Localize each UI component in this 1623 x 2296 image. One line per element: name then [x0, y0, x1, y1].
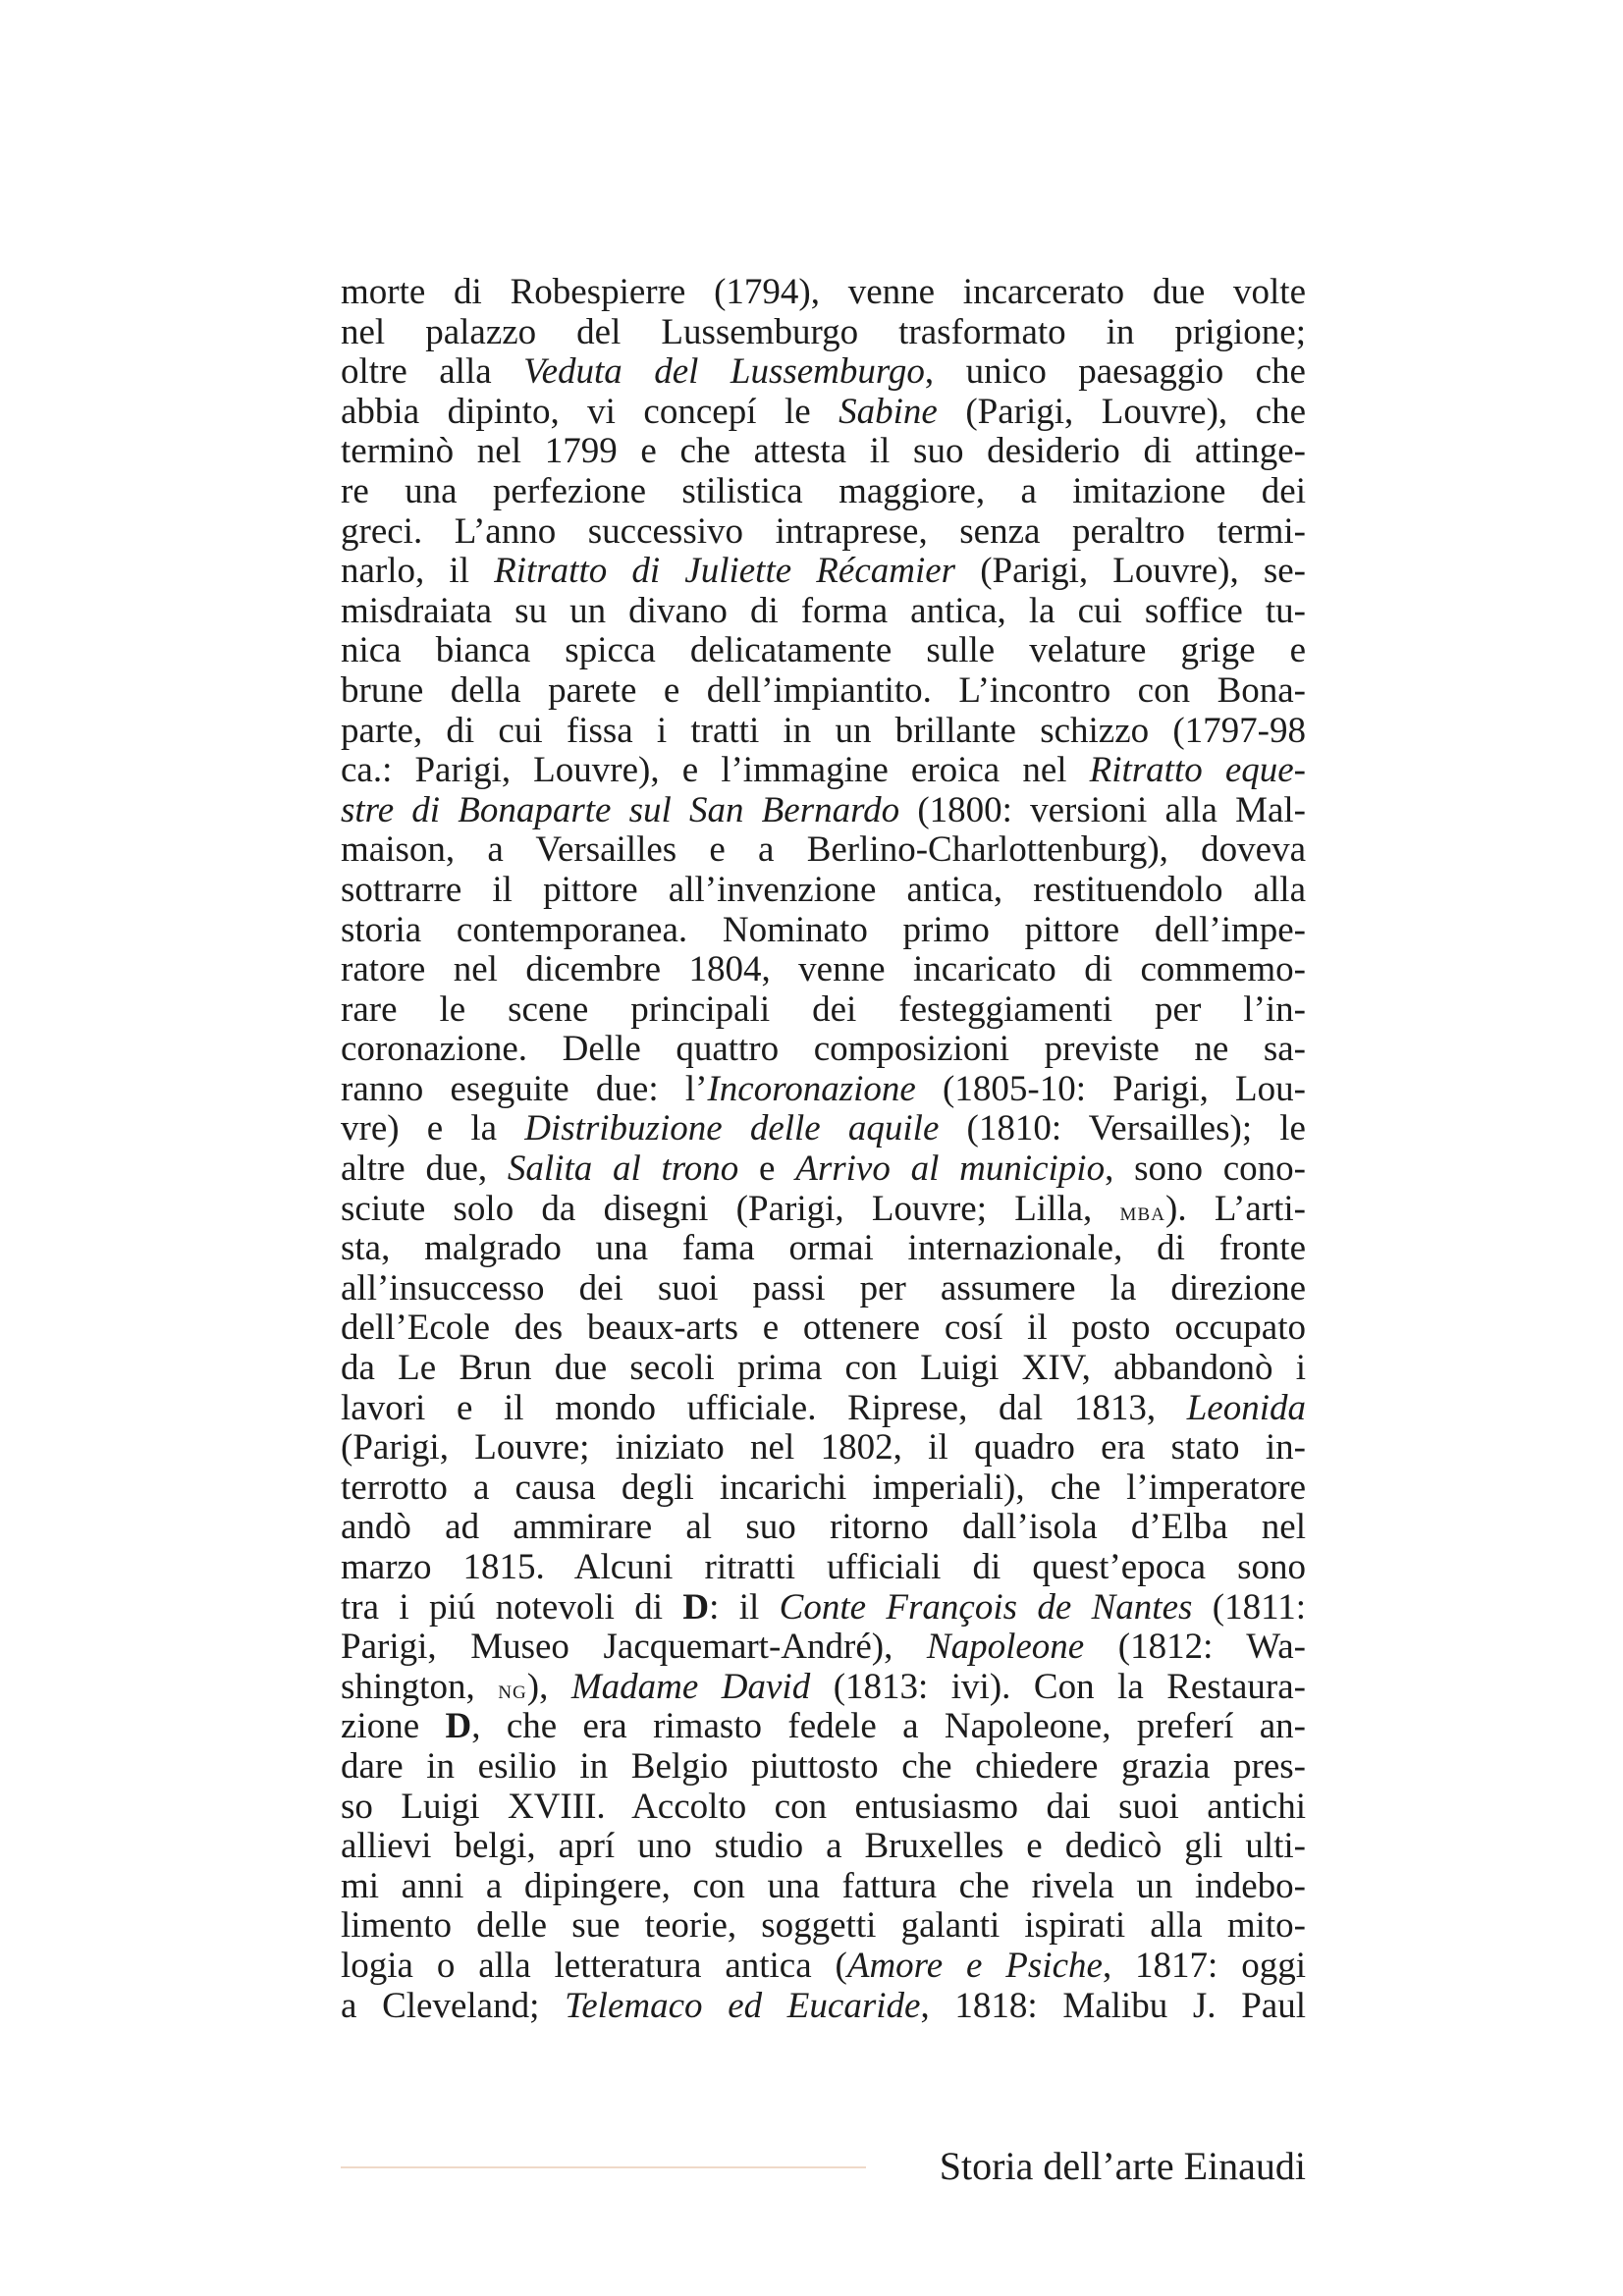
text-line — [341, 472, 1306, 512]
italic-title: Amore e Psiche — [846, 1946, 1103, 1986]
text-run: zione — [341, 1707, 446, 1747]
text-run: oltre alla — [341, 352, 524, 393]
text-line — [341, 1428, 1306, 1468]
text-run: sta, malgrado una fama ormai internazionale, di fronte — [341, 1229, 1306, 1269]
italic-title: Napoleone — [926, 1628, 1085, 1668]
text-run: Parigi, Museo Jacquemart-André), — [341, 1628, 927, 1668]
text-run: (1805-10: Parigi, Lou- — [915, 1069, 1306, 1109]
text-run: ca.: Parigi, Louvre), e l’immagine eroica nel — [341, 751, 1090, 791]
text-line — [341, 393, 1306, 433]
small-caps-abbrev: mba — [1119, 1196, 1166, 1226]
text-run: (Parigi, Louvre; iniziato nel 1802, il quadro era stato in- — [341, 1428, 1306, 1468]
text-run: marzo 1815. Alcuni ritratti ufficiali di quest’epoca sono — [341, 1548, 1306, 1587]
text-run: terrotto a causa degli incarichi imperiali), che l’imperatore — [341, 1468, 1306, 1508]
italic-title: Ritratto eque- — [1089, 751, 1306, 791]
text-run: coronazione. Delle quattro composizioni previste ne sa- — [341, 1030, 1306, 1070]
text-line — [341, 1548, 1306, 1588]
text-run: vre) e la — [341, 1109, 525, 1149]
text-run: (1810: Versailles); le — [939, 1109, 1306, 1149]
text-line — [341, 950, 1306, 990]
text-run: altre due, — [341, 1149, 508, 1190]
text-run: da Le Brun due secoli prima con Luigi XIV, abbandonò i — [341, 1349, 1306, 1389]
text-line — [341, 1588, 1306, 1629]
text-line — [341, 1109, 1306, 1149]
italic-title: Madame David — [570, 1667, 811, 1707]
text-line — [341, 1070, 1306, 1110]
text-run: parte, di cui fissa i tratti in un brillante schizzo (1797-98 — [341, 711, 1306, 751]
text-line — [341, 830, 1306, 871]
text-line — [341, 1389, 1306, 1429]
text-run: brune della parete e dell’impiantito. L’incontro con Bona- — [341, 670, 1306, 711]
text-line — [341, 1508, 1306, 1548]
text-run: lavori e il mondo ufficiale. Riprese, dal 1813, — [341, 1388, 1187, 1428]
footer-rule — [341, 2166, 866, 2168]
small-caps-abbrev: ng — [498, 1674, 527, 1704]
text-run: morte di Robespierre (1794), venne incarcerato due volte — [341, 273, 1306, 312]
text-line — [341, 1468, 1306, 1509]
text-run: e — [738, 1149, 796, 1190]
italic-title: Conte François de Nantes — [779, 1587, 1193, 1628]
text-run: (1813: ivi). Con la Restaura- — [810, 1667, 1306, 1707]
text-run: : il — [709, 1587, 780, 1628]
text-run: ), — [526, 1667, 571, 1707]
text-run: dare in esilio in Belgio piuttosto che chiedere grazia pres- — [341, 1746, 1306, 1787]
text-run: ). L’arti- — [1165, 1189, 1306, 1229]
text-run: logia o alla letteratura antica ( — [341, 1946, 847, 1986]
text-run: dell’Ecole des beaux-arts e ottenere cosí il posto occupato — [341, 1308, 1306, 1349]
text-line — [341, 712, 1306, 752]
text-line — [341, 512, 1306, 553]
text-run: , 1818: Malibu J. Paul — [920, 1986, 1306, 2026]
text-line — [341, 631, 1306, 671]
text-run: (1812: Wa- — [1084, 1628, 1306, 1668]
text-line — [341, 1149, 1306, 1190]
text-run: narlo, il — [341, 552, 495, 592]
text-line — [341, 552, 1306, 592]
text-run: (1800: versioni alla Mal- — [899, 790, 1306, 830]
text-line — [341, 671, 1306, 712]
text-run: storia contemporanea. Nominato primo pittore dell’impe- — [341, 910, 1306, 950]
italic-title: Telemaco ed Eucaride — [565, 1986, 921, 2026]
text-line — [341, 1349, 1306, 1389]
text-line — [341, 1867, 1306, 1907]
text-line — [341, 1947, 1306, 1987]
text-run: terminò nel 1799 e che attesta il suo desiderio di attinge- — [341, 432, 1306, 472]
text-run: rare le scene principali dei festeggiamenti per l’in- — [341, 989, 1306, 1030]
italic-title: Incoronazione — [707, 1069, 916, 1109]
text-line — [341, 1269, 1306, 1309]
text-run: abbia dipinto, vi concepí le — [341, 392, 839, 432]
text-run: misdraiata su un divano di forma antica, la cui soffice tu- — [341, 591, 1306, 631]
text-run: so Luigi XVIII. Accolto con entusiasmo dai suoi antichi — [341, 1787, 1306, 1827]
text-run: mi anni a dipingere, con una fattura che rivela un indebo- — [341, 1866, 1306, 1906]
text-run: , sono cono- — [1105, 1149, 1306, 1190]
text-line — [341, 1987, 1306, 2027]
text-line — [341, 1628, 1306, 1668]
text-line — [341, 751, 1306, 791]
text-run: ratore nel dicembre 1804, venne incaricato di commemo- — [341, 950, 1306, 990]
text-line — [341, 592, 1306, 632]
text-line — [341, 432, 1306, 472]
text-line — [341, 1788, 1306, 1828]
italic-title: Distribuzione delle aquile — [524, 1109, 940, 1149]
text-line — [341, 1747, 1306, 1788]
text-line — [341, 352, 1306, 393]
text-run: , unico paesaggio che — [924, 352, 1306, 393]
text-run: tra i piú notevoli di — [341, 1587, 683, 1628]
text-run: a Cleveland; — [341, 1986, 566, 2026]
text-line — [341, 1827, 1306, 1867]
text-line — [341, 313, 1306, 353]
italic-title: Leonida — [1186, 1388, 1306, 1428]
text-line — [341, 1668, 1306, 1708]
footer-title: Storia dell’arte Einaudi — [939, 2144, 1306, 2188]
bold-term: D — [445, 1707, 472, 1747]
text-line — [341, 911, 1306, 951]
text-run: re una perfezione stilistica maggiore, a imitazione dei — [341, 471, 1306, 511]
body-text — [341, 273, 1306, 2026]
text-line — [341, 273, 1306, 313]
text-run: maison, a Versailles e a Berlino-Charlottenburg), doveva — [341, 830, 1306, 871]
italic-title: Sabine — [839, 392, 938, 432]
italic-title: Salita al trono — [507, 1149, 739, 1190]
text-run: , che era rimasto fedele a Napoleone, preferí an- — [471, 1707, 1306, 1747]
text-run: , 1817: oggi — [1102, 1946, 1306, 1986]
text-run: limento delle sue teorie, soggetti galanti ispirati alla mito- — [341, 1906, 1306, 1947]
text-line — [341, 791, 1306, 831]
text-run: (Parigi, Louvre), se- — [955, 552, 1306, 592]
text-run: allievi belgi, aprí uno studio a Bruxelles e dedicò gli ulti- — [341, 1827, 1306, 1867]
page-footer — [341, 2138, 1306, 2197]
text-run: andò ad ammirare al suo ritorno dall’isola d’Elba nel — [341, 1508, 1306, 1548]
text-run: all’insuccesso dei suoi passi per assumere la direzione — [341, 1268, 1306, 1308]
text-run: nel palazzo del Lussemburgo trasformato in prigione; — [341, 312, 1306, 352]
italic-title: Ritratto di Juliette Récamier — [494, 552, 956, 592]
text-line — [341, 1308, 1306, 1349]
text-line — [341, 1190, 1306, 1230]
italic-title: Arrivo al municipio — [795, 1149, 1106, 1190]
text-line — [341, 1030, 1306, 1070]
text-run: ranno eseguite due: l’ — [341, 1069, 708, 1109]
text-run: nica bianca spicca delicatamente sulle velature grige e — [341, 631, 1306, 671]
bold-term: D — [682, 1587, 710, 1628]
italic-title: Veduta del Lussemburgo — [523, 352, 925, 393]
italic-title: stre di Bonaparte sul San Bernardo — [341, 790, 900, 830]
text-run: greci. L’anno successivo intraprese, senza peraltro termi- — [341, 511, 1306, 552]
text-line — [341, 1707, 1306, 1747]
text-run: sciute solo da disegni (Parigi, Louvre; Lilla, — [341, 1189, 1120, 1229]
text-line — [341, 1906, 1306, 1947]
text-line — [341, 871, 1306, 911]
text-run: sottrarre il pittore all’invenzione antica, restituendolo alla — [341, 870, 1306, 910]
text-run: (Parigi, Louvre), che — [937, 392, 1306, 432]
text-line — [341, 1229, 1306, 1269]
text-run: (1811: — [1192, 1587, 1306, 1628]
text-run: shington, — [341, 1667, 499, 1707]
text-line — [341, 990, 1306, 1031]
